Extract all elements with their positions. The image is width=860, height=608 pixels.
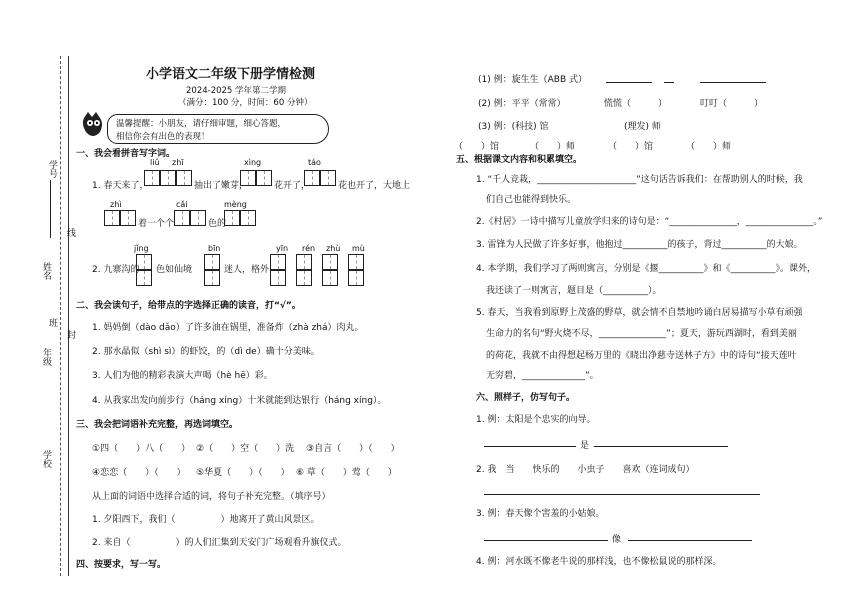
r-q2-c: 叮叮（ ） [700, 99, 764, 109]
char-box[interactable] [204, 254, 220, 270]
tip-line-2: 相信你会有出色的表现！ [116, 132, 210, 142]
s5-q5-a: 5. 春天，当我看到原野上茂盛的野草，就会情不自禁地吟诵白居易描写小草有顽强 [476, 308, 803, 318]
q1-line1-end: 花也开了，大地上 [338, 181, 411, 191]
pinyin-cai: cǎi [176, 200, 188, 209]
char-box[interactable] [240, 170, 256, 186]
char-box[interactable] [348, 254, 364, 270]
seal-mark: 封 [65, 330, 75, 339]
student-id-field[interactable] [50, 180, 51, 238]
s5-q1-b: 们自己也能得到快乐。 [486, 195, 577, 205]
section-4-heading: 四、按要求，写一写。 [76, 560, 167, 570]
char-box[interactable] [160, 170, 176, 186]
tip-bubble [107, 114, 329, 144]
s5-q2: 2.《村居》一诗中描写儿童放学归来的诗句是：“_______________，_______________。” [476, 217, 823, 227]
section-6-heading: 六、照样子，仿写句子。 [476, 393, 576, 403]
tip-line-1: 温馨提醒：小朋友，请仔细审题，细心答题， [116, 119, 287, 129]
pinyin-yin: yīn [276, 244, 289, 253]
s5-q4-a: 4. 本学期，我们学习了两则寓言，分别是《揠__________》和《__________》。课外， [476, 264, 816, 274]
char-box[interactable] [240, 210, 256, 226]
s5-q5-b: 生命力的名句“野火烧不尽，_______________”；夏天，游玩西湖时，看到美丽 [486, 329, 797, 339]
pinyin-mu: mù [352, 244, 365, 253]
q2-mid1: 色如仙境 [156, 265, 193, 275]
char-box[interactable] [304, 170, 320, 186]
label-name: 姓名 [41, 262, 51, 280]
r-q1: (1) 例：旋生生（ABB 式） [478, 75, 587, 85]
margin-solid-line [68, 56, 69, 576]
pinyin-zhi2: zhì [110, 200, 122, 209]
char-box[interactable] [296, 254, 312, 270]
r-q3: (3) 例：(科技) 馆 [478, 122, 549, 132]
s6-q3: 3. 例：春天像个害羞的小姑娘。 [476, 509, 605, 519]
answer-blank[interactable] [700, 72, 766, 83]
margin-dashed-line [60, 56, 61, 576]
label-school: 学校 [41, 450, 51, 468]
char-box[interactable] [322, 270, 338, 286]
char-box[interactable] [120, 210, 136, 226]
char-box[interactable] [174, 210, 190, 226]
s6-q1: 1. 例：太阳是个忠实的向导。 [476, 415, 596, 425]
q1-line1-mid2: 花开了， [274, 181, 311, 191]
answer-line[interactable] [484, 436, 576, 447]
r-q3-fill-1: （ ）馆 [454, 142, 500, 152]
label-student-id: 学号 [47, 160, 57, 178]
pinyin-jing: jǐng [134, 244, 149, 253]
char-box[interactable] [204, 270, 220, 286]
s5-q5-d: 无穷碧，______________”。 [486, 371, 599, 381]
char-box[interactable] [224, 210, 240, 226]
owl-mascot-icon [80, 110, 106, 140]
r-q2-b: 慌慌（ ） [604, 99, 668, 109]
r-q3-fill-3: （ ）馆 [608, 142, 654, 152]
pinyin-ren: rén [302, 244, 316, 253]
pinyin-zhu: zhù [326, 244, 341, 253]
idiom-5: ⑤华夏（ ）（ ） [196, 468, 290, 478]
char-box[interactable] [136, 270, 152, 286]
char-box[interactable] [144, 170, 160, 186]
r-q3-fill-2: （ ）师 [530, 142, 576, 152]
seal-line-mark: 线 [65, 228, 75, 237]
s3-fill-1: 1. 夕阳西下，我们（ ）地离开了黄山风景区。 [92, 515, 320, 525]
s6-q2: 2. 我 当 快乐的 小虫子 喜欢（连词成句） [476, 465, 695, 475]
answer-line[interactable] [484, 484, 760, 495]
idiom-4: ④恋恋（ ）（ ） [92, 468, 186, 478]
s6-q1-shi: 是 [580, 441, 590, 451]
s6-q3-xiang: 像 [612, 535, 622, 545]
label-grade: 年级 [41, 348, 51, 366]
r-q3-fill-4: （ ）师 [686, 142, 732, 152]
char-box[interactable] [296, 270, 312, 286]
r-q2: (2) 例：平平（常常） [478, 99, 566, 109]
pinyin-liu: liǔ [150, 158, 160, 167]
s2-q2: 2. 那水晶似（shì sì）的虾饺，的（dì de）确十分美味。 [92, 347, 320, 357]
char-box[interactable] [256, 170, 272, 186]
s5-q5-c: 的荷花，我就不由得想起杨万里的《晓出净慈寺送林子方》中的诗句“接天莲叶 [486, 351, 797, 361]
section-2-heading: 二、我会读句子，给带点的字选择正确的读音，打“√”。 [76, 301, 301, 311]
r-q3-b: (理发) 师 [624, 122, 661, 132]
answer-line[interactable] [628, 530, 752, 541]
section-3-heading: 三、我会把词语补充完整，再选词填空。 [76, 420, 239, 430]
q1-line1-pre: 1. 春天来了， [92, 181, 149, 191]
char-box[interactable] [270, 254, 286, 270]
q1-line2-mid: 着一个个 [138, 219, 175, 229]
char-box[interactable] [190, 210, 206, 226]
s3-instruction: 从上面的词语中选择合适的词，将句子补充完整。（填序号） [92, 492, 331, 502]
q1-line2-end: 色的 [208, 219, 227, 229]
s5-q3: 3. 雷锋为人民做了许多好事，他抱过__________的孩子，背过__________的大娘。 [476, 240, 803, 250]
answer-blank[interactable] [606, 72, 652, 83]
s5-q1-a: 1. “千人竞栽，______________________”这句话告诉我们：在帮助别人的时候，我 [476, 175, 803, 185]
s6-q4: 4. 例：河水既不像老牛说的那样浅，也不像松鼠说的那样深。 [476, 557, 722, 567]
char-box[interactable] [348, 270, 364, 286]
q2-mid2: 迷人，格外 [224, 265, 270, 275]
s5-q4-b: 我还读了一则寓言，题目是（__________）。 [486, 286, 662, 296]
s2-q1: 1. 妈妈倒（dào dǎo）了许多油在锅里，准备炸（zhà zhá）肉丸。 [92, 323, 364, 333]
page-title: 小学语文二年级下册学情检测 [146, 67, 316, 82]
section-5-heading: 五、根据课文内容和积累填空。 [456, 155, 583, 165]
char-box[interactable] [270, 270, 286, 286]
idiom-1: ①四（ ）八（ ） [92, 444, 191, 454]
answer-line[interactable] [484, 530, 608, 541]
pinyin-zhi: zhī [172, 158, 184, 167]
char-box[interactable] [322, 254, 338, 270]
char-box[interactable] [136, 254, 152, 270]
q1-line1-mid1: 抽出了嫩芽， [194, 181, 249, 191]
idiom-3: ③自言（ ）（ ） [306, 444, 400, 454]
pinyin-tao: táo [308, 158, 321, 167]
label-class: 班 [47, 318, 57, 327]
exam-meta: （满分：100 分，时间：60 分钟） [178, 98, 313, 108]
char-box[interactable] [176, 170, 192, 186]
s2-q4: 4. 从我家出发向前步行（háng xíng）十米就能到达银行（háng xíng）。 [92, 396, 387, 406]
pinyin-bin: bīn [208, 244, 221, 253]
q2-pre: 2. 九寨沟的 [92, 265, 140, 275]
term-label: 2024-2025 学年第二学期 [186, 86, 287, 96]
pinyin-meng: mèng [224, 200, 247, 209]
idiom-6: ⑥ 草（ ）莺（ ） [296, 468, 397, 478]
idiom-2: ②（ ）空（ ）洗 [196, 444, 295, 454]
s2-q3: 3. 人们为他的精彩表演大声喝（hè hē）彩。 [92, 371, 273, 381]
s3-fill-2: 2. 来自（ ）的人们汇集到天安门广场观看升旗仪式。 [92, 538, 347, 548]
section-1-heading: 一、我会看拼音写字词。 [76, 149, 176, 159]
char-box[interactable] [104, 210, 120, 226]
answer-blank[interactable] [664, 72, 674, 83]
char-box[interactable] [320, 170, 336, 186]
pinyin-xing: xìng [244, 158, 262, 167]
answer-line[interactable] [594, 436, 728, 447]
